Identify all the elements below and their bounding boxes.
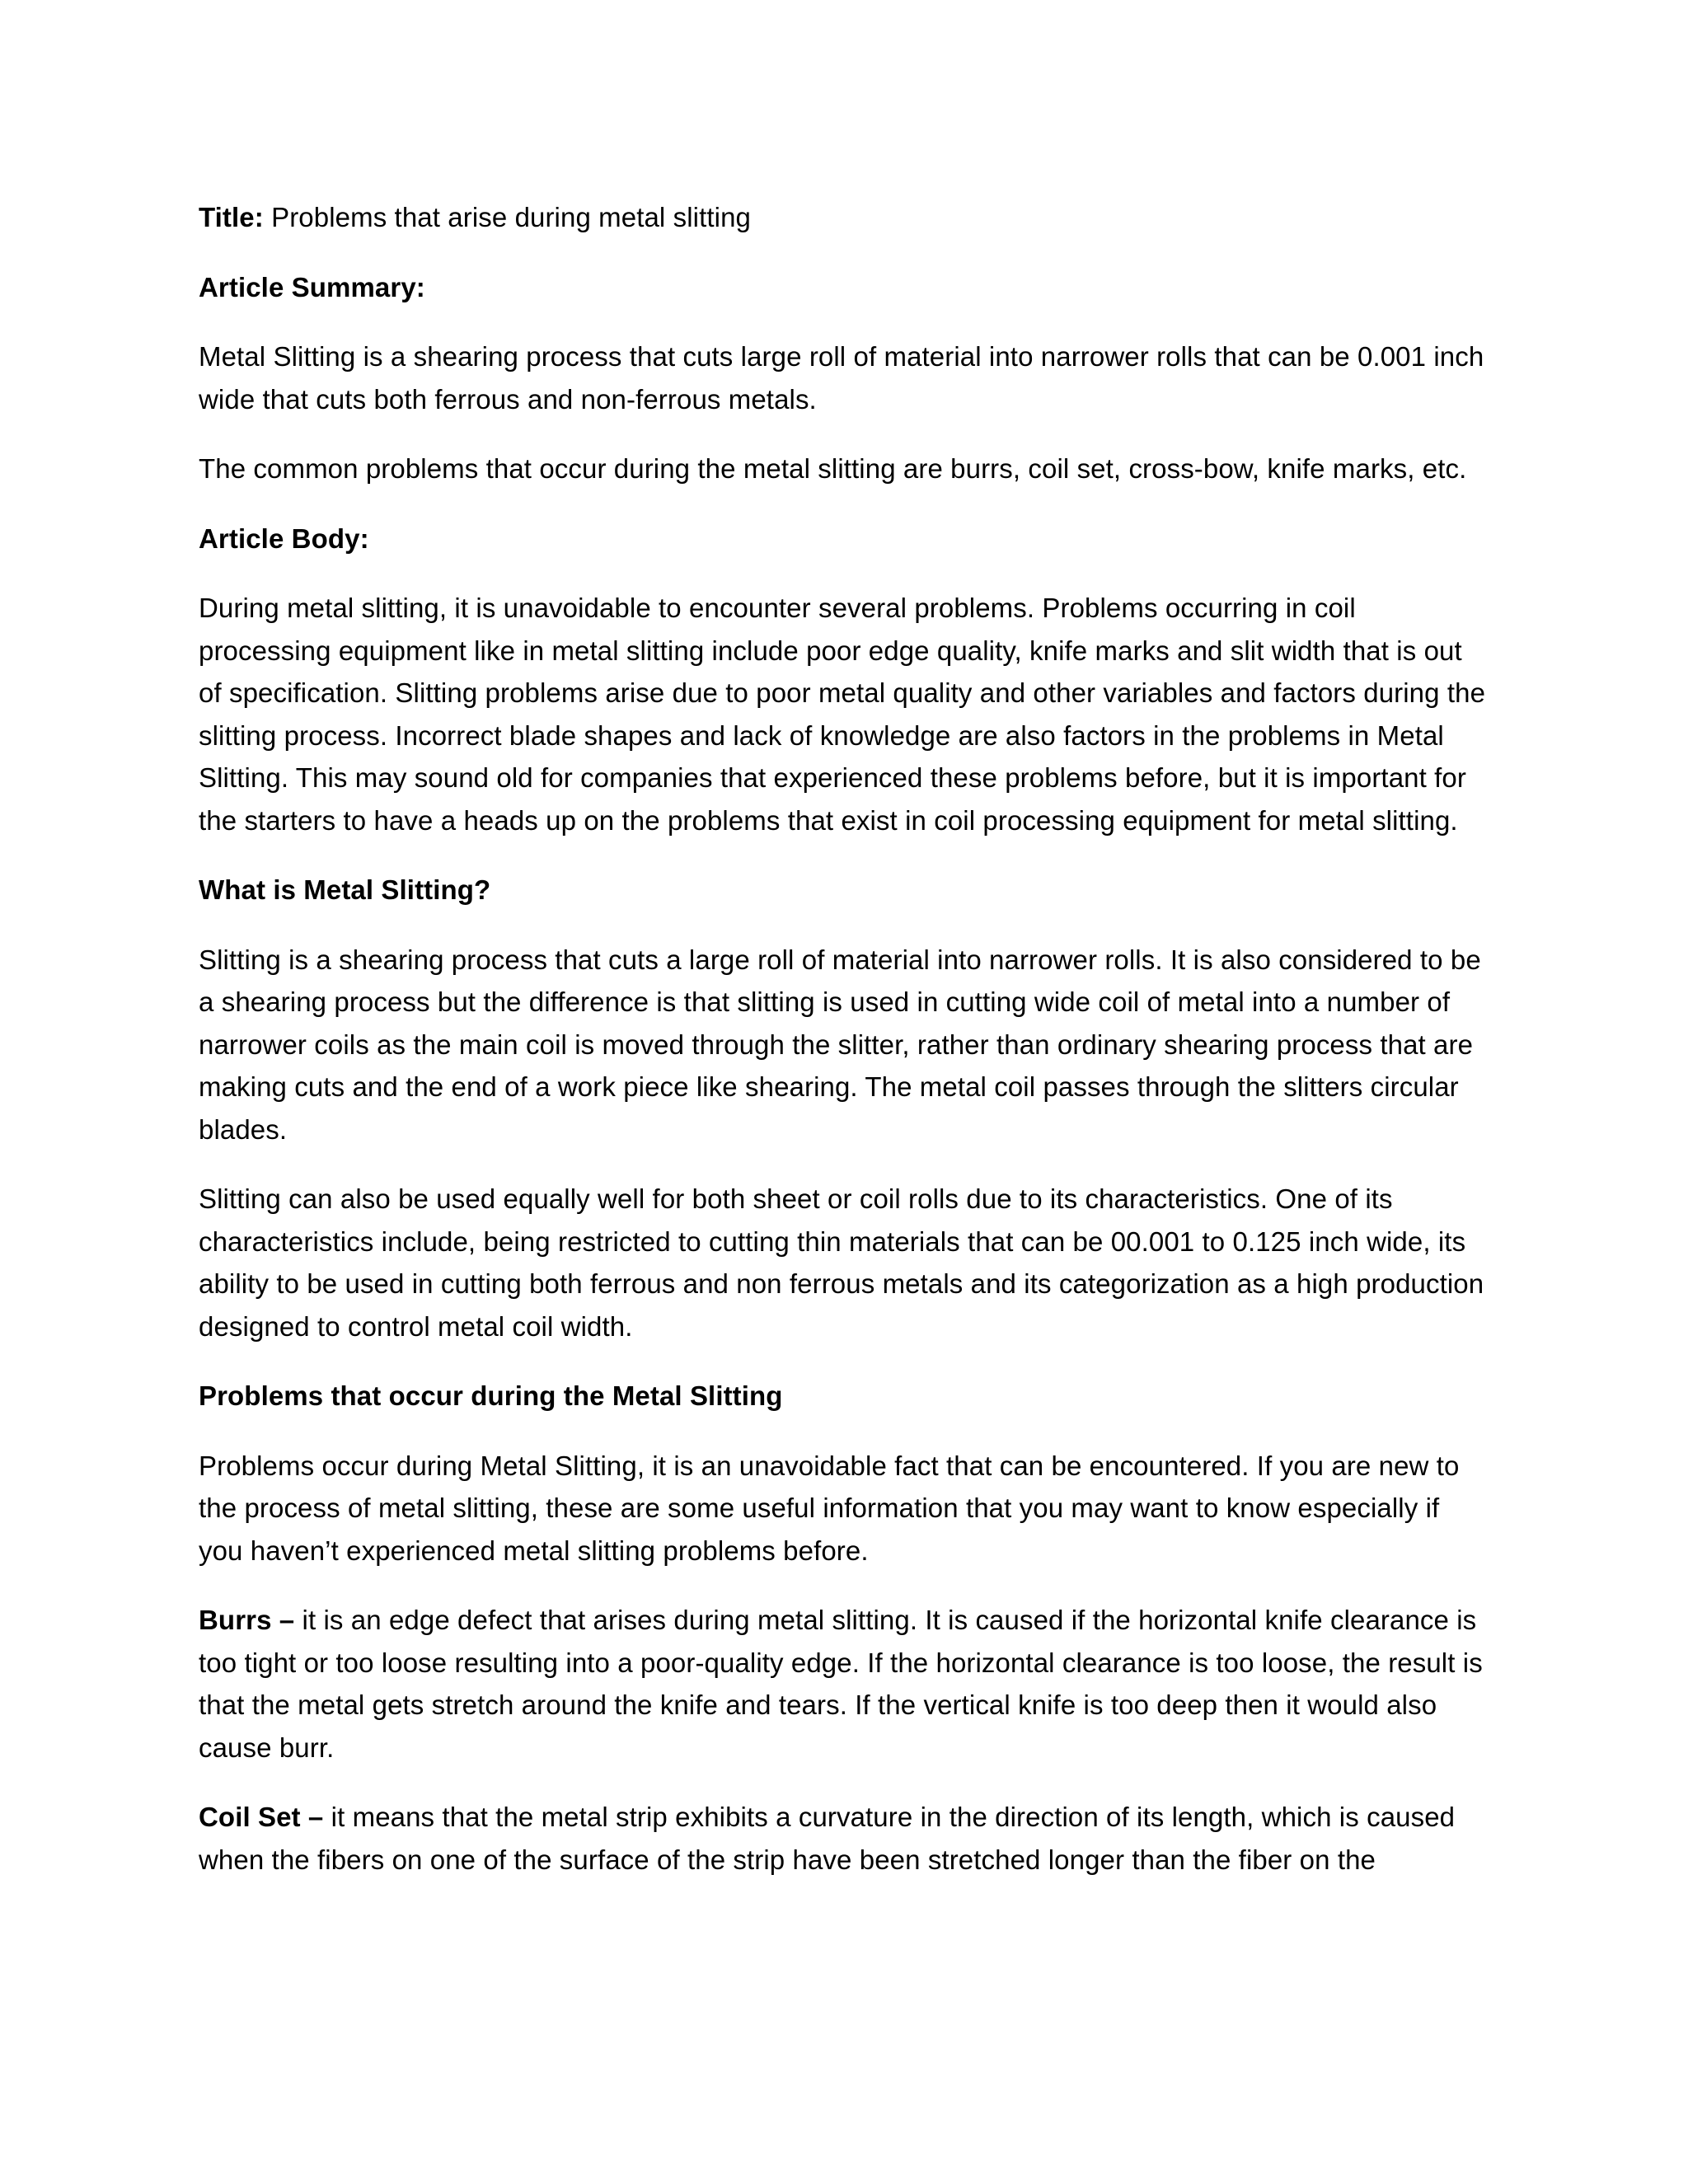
burrs-text: it is an edge defect that arises during metal slitting. It is caused if the horizontal knife clearance is too tight or too loose resulting into a poor-quality edge. If the horizontal clearance is too loose, the result is that the metal gets stretch around the knife and tears. If the vertical knife is too deep then it would also cause burr. <box>199 1605 1483 1763</box>
document-content <box>199 196 1491 1908</box>
coil-set-label: Coil Set – <box>199 1802 324 1832</box>
article-title <box>199 196 1491 239</box>
title-text: Problems that arise during metal slitting <box>263 202 751 232</box>
burrs-label: Burrs – <box>199 1605 295 1635</box>
summary-heading <box>199 266 1491 309</box>
coil-set-text: it means that the metal strip exhibits a curvature in the direction of its length, which is caused when the fibers on one of the surface of the strip have been stretched longer than the fiber on the <box>199 1802 1456 1875</box>
problems-heading-text: Problems that occur during the Metal Slitting <box>199 1380 783 1411</box>
title-label: Title: <box>199 202 264 232</box>
what-paragraph-2: Slitting can also be used equally well for both sheet or coil rolls due to its characteristics. One of its characteristics include, being restricted to cutting thin materials that can be 00.001 to 0.125 inch wide, its ability to be used in cutting both ferrous and non ferrous metals and its categorization as a high production designed to control metal coil width. <box>199 1183 1484 1342</box>
burrs-paragraph <box>199 1599 1491 1769</box>
body-heading <box>199 518 1491 560</box>
coil-set-paragraph <box>199 1796 1491 1881</box>
what-heading-text: What is Metal Slitting? <box>199 874 491 905</box>
problems-intro-paragraph: Problems occur during Metal Slitting, it is an unavoidable fact that can be encountered. If you are new to the process of metal slitting, these are some useful information that you may want to know especially if you haven’t experienced metal slitting problems before. <box>199 1450 1460 1566</box>
body-heading-text: Article Body: <box>199 523 369 554</box>
body-paragraph: During metal slitting, it is unavoidable to encounter several problems. Problems occurring in coil processing equipment like in metal slitting include poor edge quality, knife marks and slit width that is out of specification. Slitting problems arise due to poor metal quality and other variables and factors during the slitting process. Incorrect blade shapes and lack of knowledge are also factors in the problems in Metal Slitting. This may sound old for companies that experienced these problems before, but it is important for the starters to have a heads up on the problems that exist in coil processing equipment for metal slitting. <box>199 593 1486 836</box>
what-paragraph-1: Slitting is a shearing process that cuts a large roll of material into narrower rolls. It is also considered to be a shearing process but the difference is that slitting is used in cutting wide coil of metal into a number of narrower coils as the main coil is moved through the slitter, rather than ordinary shearing process that are making cuts and the end of a work piece like shearing. The metal coil passes through the slitters circular blades. <box>199 944 1481 1145</box>
summary-paragraph-1: Metal Slitting is a shearing process that cuts large roll of material into narrower rolls that can be 0.001 inch wide that cuts both ferrous and non-ferrous metals. <box>199 341 1484 415</box>
what-heading <box>199 869 1491 912</box>
summary-heading-text: Article Summary: <box>199 271 425 302</box>
summary-paragraph-2: The common problems that occur during the metal slitting are burrs, coil set, cross-bow, knife marks, etc. <box>199 453 1467 484</box>
problems-heading <box>199 1375 1491 1418</box>
